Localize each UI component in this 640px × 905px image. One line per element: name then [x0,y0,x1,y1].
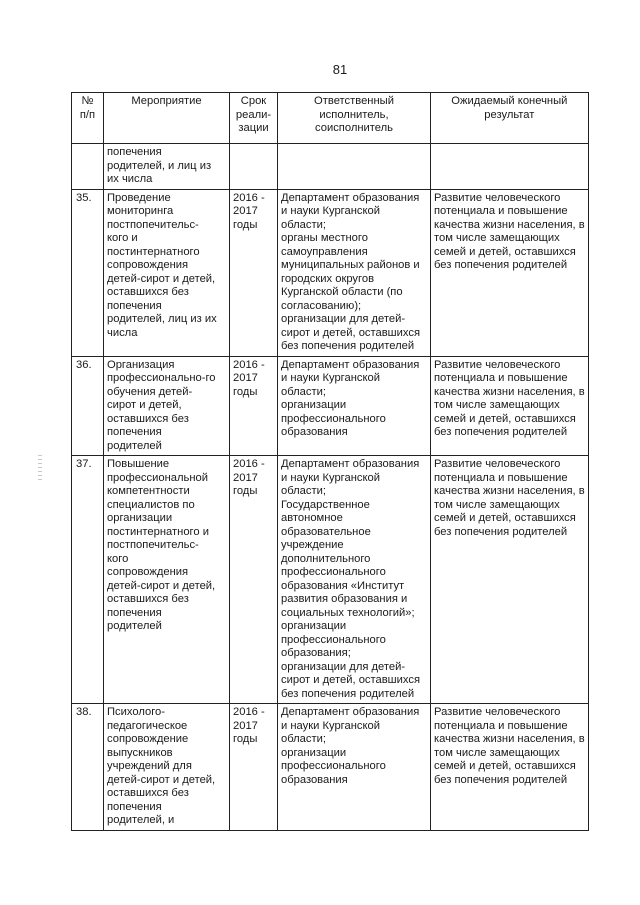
text-line: Развитие человеческого [434,191,561,204]
text-line: попечения [107,606,162,619]
text-line: годы [233,485,258,497]
continuation-executor [278,144,431,190]
text-line: 2017 [233,719,258,732]
text-line: области; [281,218,326,231]
text-line: 2016 - [233,358,265,371]
text-line: п/п [79,108,96,121]
text-line: реали- [235,108,272,121]
continuation-term [230,144,278,190]
text-line: согласованию); [281,299,362,312]
text-line: том числе замещающих [434,746,560,759]
row-event [104,189,230,356]
text-line: развития образования и [281,593,408,605]
text-line: потенциала и повышение [434,471,568,484]
text-line: области; [281,485,326,497]
row-number: 37. [72,456,104,704]
text-line: профессионального [281,760,386,772]
text-line: том числе замещающих [434,498,560,511]
text-line: без попечения родителей [434,259,568,271]
row-number: 36. [72,356,104,456]
text-line: сирот и детей, оставшихся [281,326,421,339]
text-line: сирот и детей, [107,399,182,411]
text-line: без попечения родителей [434,426,568,438]
text-line: профессиональной [107,471,208,484]
text-line: постпопечительс- [107,539,199,551]
text-line: органы местного [281,232,368,244]
text-line: годы [233,385,258,398]
text-line: профессионального [281,633,386,646]
table-row [72,189,589,356]
text-line: Срок [240,95,267,107]
text-line: родителей, и лиц из [107,159,212,172]
continuation-result [431,144,589,190]
text-line: без попечения родителей [434,525,568,538]
text-line: 2016 - [233,458,265,470]
table-row [72,356,589,456]
header-result [431,93,589,144]
row-executor [278,189,431,356]
text-line: Департамент образования [281,191,420,204]
text-line: Психолого- [107,706,165,718]
text-line: образования [281,773,348,786]
text-line: результат [484,108,535,121]
text-line: муниципальных районов и [281,259,420,271]
row-result [431,189,589,356]
continuation-number [72,144,104,190]
text-line: попечения [107,426,162,438]
text-line: Мероприятие [131,95,202,107]
text-line: зации [238,122,269,134]
header-event [104,93,230,144]
continuation-event [104,144,230,190]
text-line: образования «Институт [281,579,405,592]
text-line: и науки Курганской [281,719,381,732]
text-line: кого [107,552,129,565]
text-line: организации для детей- [281,660,406,673]
text-line: попечения [107,800,162,813]
text-line: Ожидаемый конечный [451,95,568,107]
row-executor [278,456,431,704]
text-line: родителей, лиц из их [107,313,217,325]
text-line: потенциала и повышение [434,205,568,217]
text-line: без попечения родителей [434,773,568,786]
text-line: городских округов [281,272,375,285]
text-line: № [81,95,94,107]
text-line: организации для детей- [281,313,406,325]
text-line: сопровождение [107,733,189,745]
row-executor [278,704,431,831]
row-term [230,189,278,356]
row-event [104,356,230,456]
text-line: без попечения родителей [281,340,415,352]
text-line: образования [281,426,348,438]
text-line: Развитие человеческого [434,706,561,718]
text-line: мониторинга [107,205,174,217]
text-line: педагогическое [107,719,188,732]
text-line: организации [281,620,347,632]
text-line: выпускников [107,746,173,759]
table-header-row [72,93,589,144]
text-line: детей-сирот и детей, [107,579,216,592]
text-line: качества жизни населения, в [434,733,585,745]
text-line: Проведение [107,191,171,204]
text-line: 2017 [233,205,258,217]
table-row [72,704,589,831]
text-line: родителей, и [107,814,175,826]
text-line: специалистов по [107,498,195,511]
text-line: оставшихся без [107,593,189,605]
text-line: организации [281,746,347,759]
text-line: Развитие человеческого [434,358,561,371]
text-line: организации [281,399,347,411]
text-line: семей и детей, оставшихся [434,412,576,425]
text-line: качества жизни населения, в [434,485,585,497]
text-line: и науки Курганской [281,471,381,484]
text-line: постинтернатного и [107,525,209,538]
text-line: родителей [107,439,162,452]
text-line: числа [107,326,138,339]
text-line: Ответственный [314,95,394,107]
text-line: том числе замещающих [434,399,560,411]
text-line: сирот и детей, оставшихся [281,674,421,686]
text-line: Департамент образования [281,358,420,371]
text-line: Повышение [107,458,170,470]
header-number [72,93,104,144]
text-line: их числа [107,173,153,185]
text-line: образовательное [281,525,371,538]
table-row [72,456,589,704]
text-line: кого и [107,232,138,244]
text-line: учреждение [281,539,344,551]
row-term [230,456,278,704]
text-line: 2016 - [233,706,265,718]
text-line: 2017 [233,471,258,484]
text-line: соисполнитель [315,122,393,134]
text-line: Курганской области (по [281,286,403,298]
text-line: сопровождения [107,259,189,271]
row-result [431,704,589,831]
text-line: и науки Курганской [281,372,381,384]
text-line: потенциала и повышение [434,719,568,732]
text-line: профессионального [281,566,386,578]
text-line: области; [281,385,326,398]
text-line: постинтернатного [107,245,200,258]
text-line: Департамент образования [281,706,420,718]
text-line: социальных технологий»; [281,606,415,619]
text-line: 2016 - [233,191,265,204]
row-event [104,456,230,704]
text-line: годы [233,733,258,745]
text-line: и науки Курганской [281,205,381,217]
text-line: годы [233,218,258,231]
row-term [230,356,278,456]
text-line: попечения [107,299,162,312]
text-line: качества жизни населения, в [434,218,585,231]
text-line: профессионального [281,412,386,425]
text-line: семей и детей, оставшихся [434,512,576,524]
text-line: оставшихся без [107,787,189,799]
text-line: автономное [281,512,343,524]
text-line: области; [281,733,326,745]
scan-artifact [38,455,42,481]
text-line: семей и детей, оставшихся [434,245,576,258]
text-line: Развитие человеческого [434,458,561,470]
activities-table [71,92,589,831]
row-executor [278,356,431,456]
text-line: Департамент образования [281,458,420,470]
text-line: оставшихся без [107,412,189,425]
text-line: качества жизни населения, в [434,385,585,398]
text-line: потенциала и повышение [434,372,568,384]
text-line: Организация [107,358,175,371]
text-line: сопровождения [107,566,189,578]
text-line: учреждений для [107,760,192,772]
text-line: попечения [107,146,162,158]
row-result [431,456,589,704]
text-line: исполнитель, [319,108,389,121]
text-line: дополнительного [281,552,371,565]
text-line: без попечения родителей [281,687,415,700]
text-line: том числе замещающих [434,232,560,244]
row-result [431,356,589,456]
continuation-row [72,144,589,190]
page-number: 81 [332,62,348,77]
text-line: детей-сирот и детей, [107,272,216,285]
text-line: образования; [281,647,351,659]
text-line: постпопечительс- [107,218,199,231]
text-line: организации [107,512,173,524]
text-line: оставшихся без [107,286,189,298]
text-line: семей и детей, оставшихся [434,760,576,772]
row-term [230,704,278,831]
header-term [230,93,278,144]
text-line: Государственное [281,498,370,511]
header-executor [278,93,431,144]
row-event [104,704,230,831]
text-line: детей-сирот и детей, [107,773,216,786]
text-line: компетентности [107,485,190,497]
text-line: профессионально-го [107,372,216,384]
text-line: родителей [107,620,162,632]
row-number: 35. [72,189,104,356]
text-line: 2017 [233,372,258,384]
row-number: 38. [72,704,104,831]
text-line: самоуправления [281,245,368,258]
text-line: обучения детей- [107,385,193,398]
